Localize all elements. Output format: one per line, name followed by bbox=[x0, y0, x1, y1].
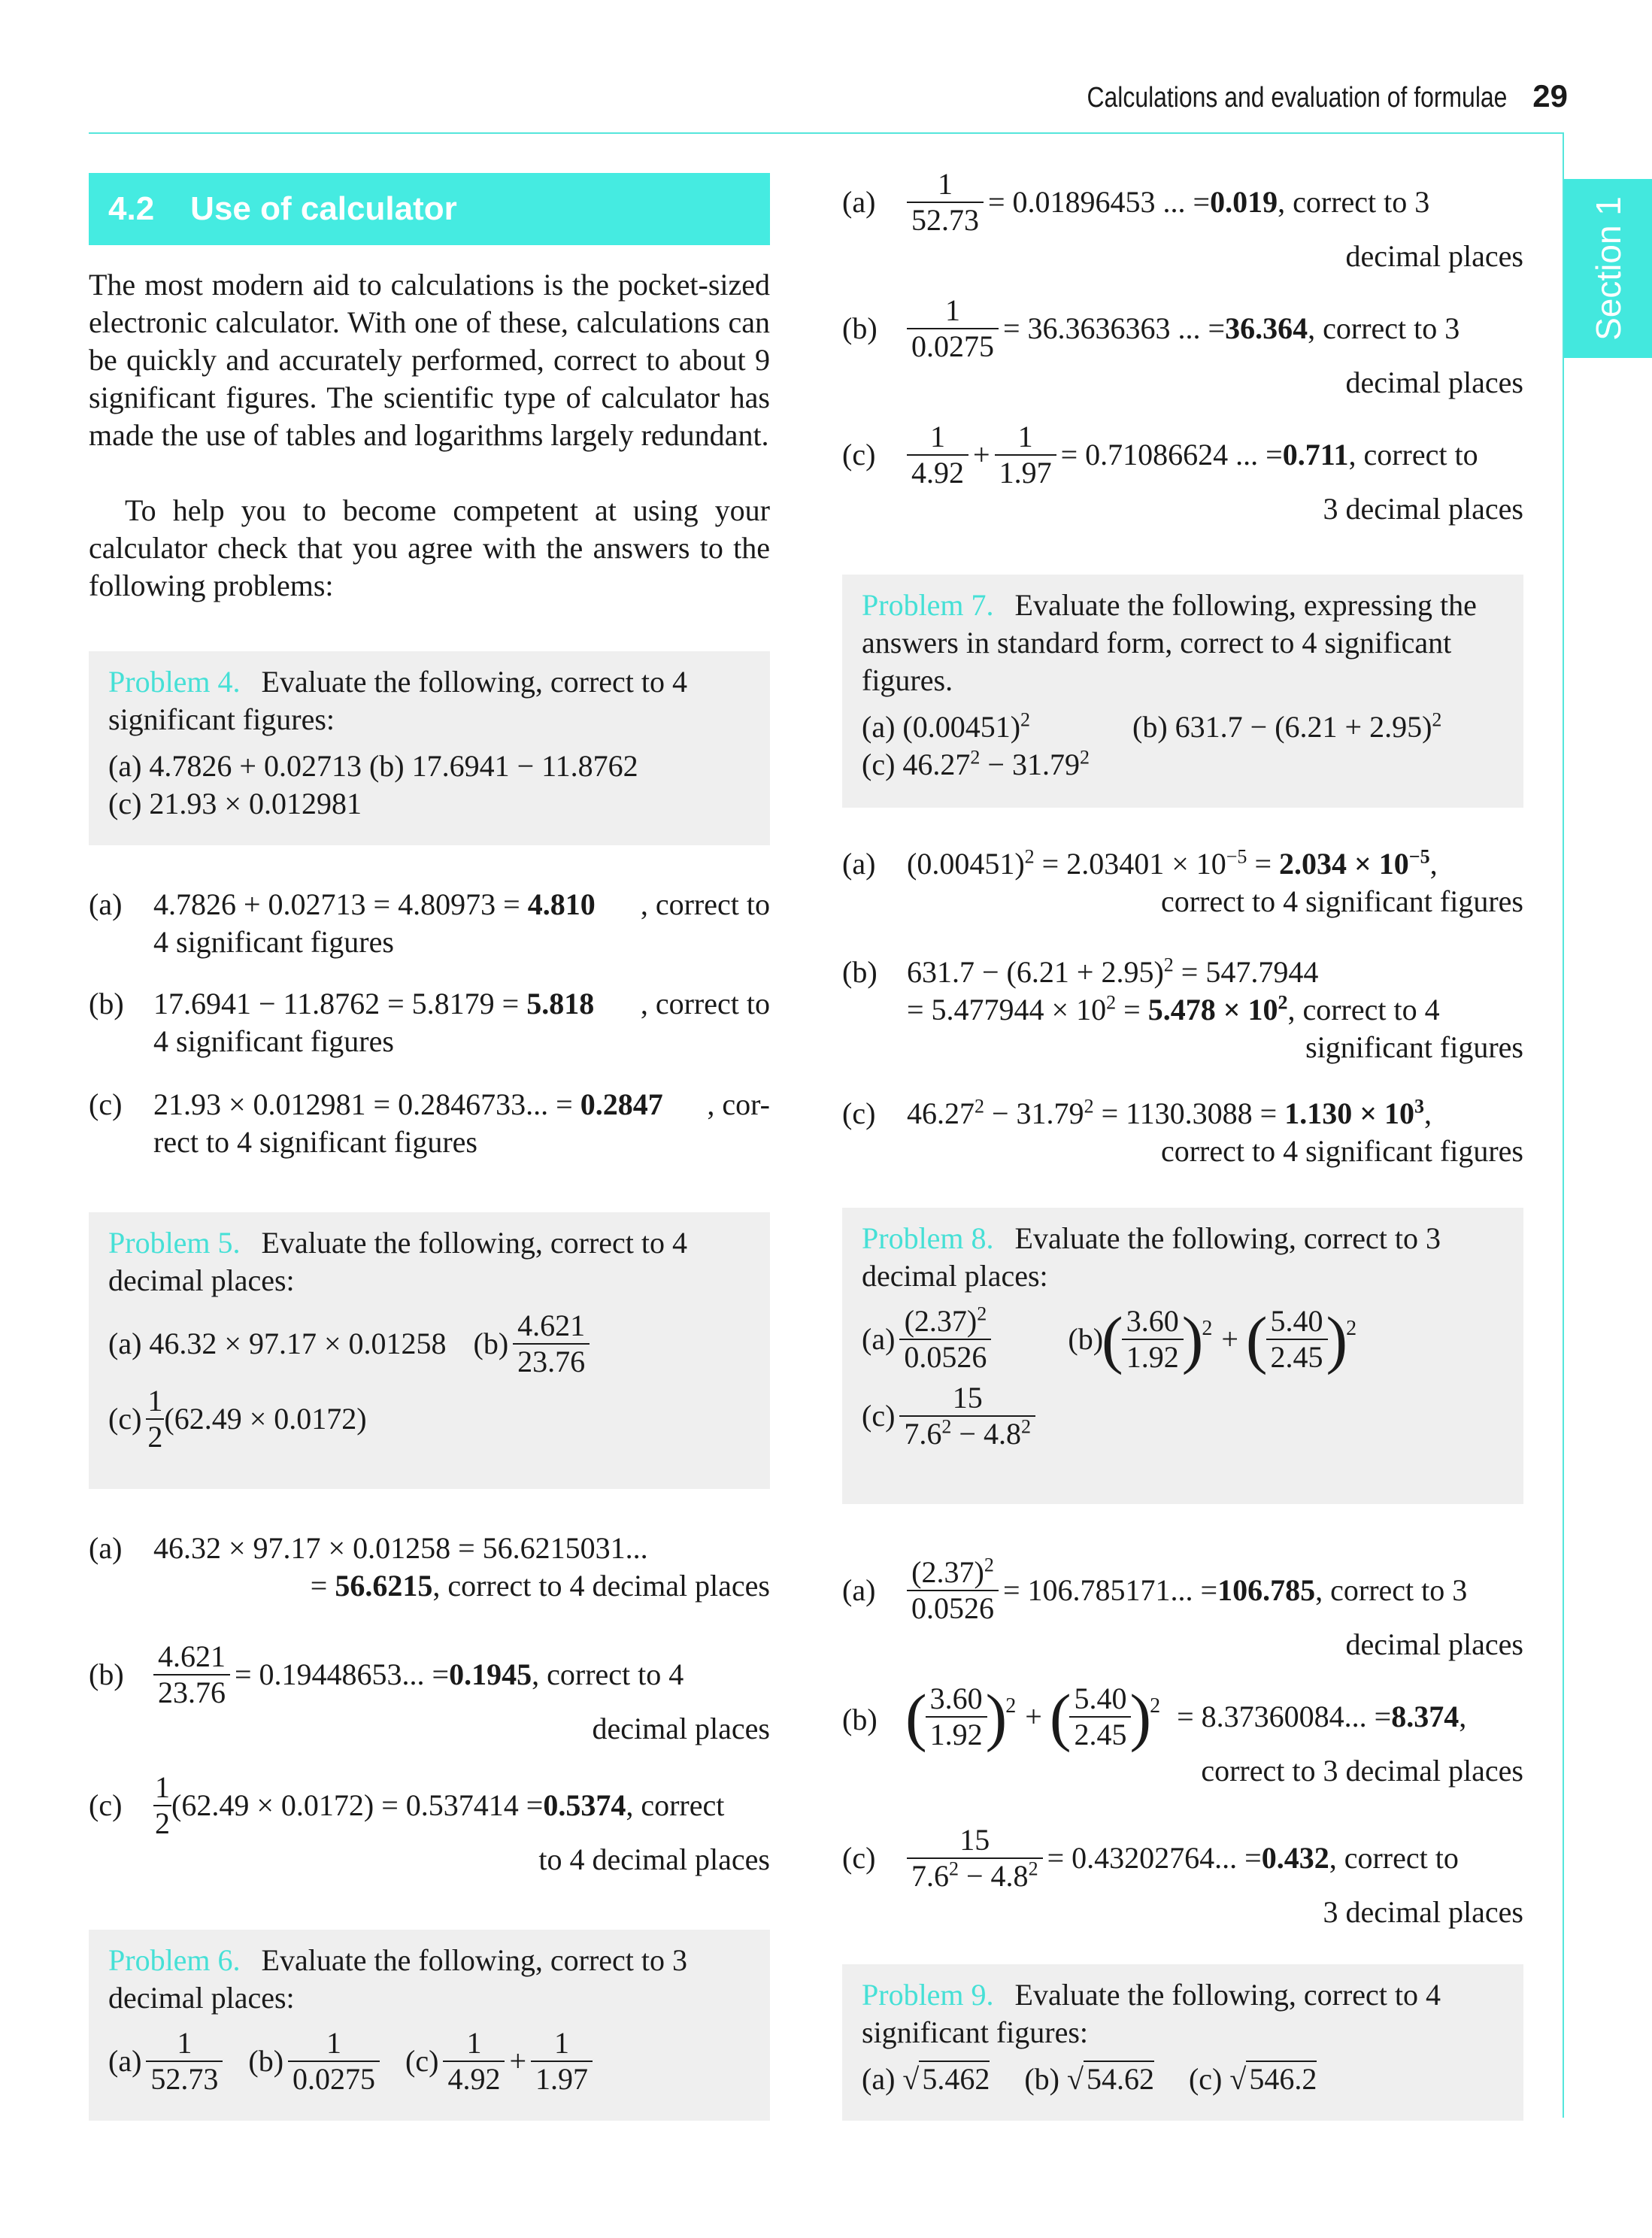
problem-4-label: Problem 4. bbox=[108, 665, 241, 699]
solution-text: , correct to 3 bbox=[1315, 1573, 1468, 1607]
problem-4-box bbox=[89, 651, 770, 845]
numerator: 15 bbox=[899, 1381, 1035, 1417]
exponent: 2 bbox=[941, 1415, 952, 1438]
solution-label: (a) bbox=[89, 1531, 123, 1565]
right-paren: ) bbox=[985, 1681, 1008, 1753]
problem-4-line-1: (a) 4.7826 + 0.02713 (b) 17.6941 − 11.8762 bbox=[108, 749, 638, 783]
numerator: 4.621 bbox=[153, 1639, 230, 1675]
problem-5-part-a: (a) 46.32 × 97.17 × 0.01258 bbox=[108, 1327, 447, 1360]
exponent: 2 bbox=[1024, 845, 1035, 868]
solution-text: to 4 decimal places bbox=[538, 1842, 770, 1876]
solution-text: decimal places bbox=[1345, 365, 1523, 399]
solution-text: , correct to bbox=[640, 887, 770, 921]
solution-6a bbox=[842, 167, 1523, 275]
problem-7-part-c bbox=[862, 746, 1504, 784]
fraction bbox=[146, 1384, 164, 1454]
solution-text: 21.93 × 0.012981 = 0.2846733... = bbox=[153, 1087, 580, 1121]
solution-text: = 5.477944 × 10 bbox=[907, 993, 1107, 1027]
exponent: −5 bbox=[1226, 845, 1247, 868]
solution-text: = bbox=[310, 1569, 335, 1603]
problem-9-part-c-label: (c) bbox=[1188, 2062, 1230, 2096]
numerator: 5.40 bbox=[1069, 1682, 1131, 1718]
solution-text: , correct to bbox=[1329, 1841, 1459, 1875]
problem-7-box bbox=[842, 575, 1523, 808]
right-paren: ) bbox=[1326, 1303, 1348, 1375]
expr: − 4.8 bbox=[959, 1859, 1029, 1893]
solution-label: (b) bbox=[89, 987, 124, 1020]
solution-answer: 5.818 bbox=[526, 987, 595, 1020]
problem-8-text: Evaluate the following, correct to 3 decimal places: bbox=[862, 1221, 1441, 1293]
solution-answer: 4.810 bbox=[527, 887, 596, 921]
denominator: 52.73 bbox=[911, 203, 979, 237]
solution-text: 4 significant figures bbox=[153, 925, 394, 959]
solution-text: decimal places bbox=[1345, 239, 1523, 273]
fraction bbox=[443, 2026, 505, 2097]
section-heading bbox=[89, 173, 770, 245]
solution-answer: 56.6215 bbox=[335, 1569, 433, 1603]
solution-text: = 36.3636363 ... = bbox=[1003, 311, 1226, 345]
problem-9-text: Evaluate the following, correct to 4 significant figures: bbox=[862, 1978, 1441, 2049]
numerator: 15 bbox=[907, 1823, 1043, 1859]
exponent: 2 bbox=[984, 1554, 994, 1576]
denominator: 0.0526 bbox=[904, 1340, 987, 1374]
problem-5-part-c-expr: (62.49 × 0.0172) bbox=[164, 1402, 367, 1436]
problem-5-part-c-label: (c) bbox=[108, 1402, 142, 1436]
solution-text: , correct to 4 bbox=[1287, 993, 1440, 1027]
solution-answer: 0.1945 bbox=[449, 1657, 532, 1691]
denominator: 2 bbox=[155, 1806, 170, 1840]
fraction bbox=[146, 2026, 223, 2097]
exponent: 2 bbox=[1084, 1095, 1094, 1117]
fraction bbox=[926, 1682, 987, 1752]
solution-text: 17.6941 − 11.8762 = 5.8179 = bbox=[153, 987, 527, 1020]
solution-text: = 0.19448653... = bbox=[235, 1657, 450, 1691]
solution-text: correct to 4 significant figures bbox=[1160, 1134, 1523, 1168]
expr: − 31.79 bbox=[980, 748, 1080, 781]
solution-text: , correct to 4 decimal places bbox=[432, 1569, 770, 1603]
problem-6-label: Problem 6. bbox=[108, 1943, 241, 1977]
plus-sign: + bbox=[1025, 1700, 1042, 1733]
solution-label: (a) bbox=[89, 887, 123, 921]
plus-sign: + bbox=[509, 2044, 527, 2078]
numerator: 1 bbox=[153, 1770, 171, 1806]
problem-7-text: Evaluate the following, expressing the answers in standard form, correct to 4 significant figures. bbox=[862, 588, 1477, 697]
numerator bbox=[899, 1304, 991, 1340]
denominator: 2.45 bbox=[1074, 1718, 1127, 1751]
solution-text: significant figures bbox=[1305, 1030, 1523, 1064]
denominator: 2 bbox=[147, 1420, 163, 1454]
solution-5c bbox=[89, 1770, 770, 1879]
problem-4-line-2: (c) 21.93 × 0.012981 bbox=[108, 787, 362, 820]
problem-7-part-a bbox=[862, 708, 1132, 746]
exponent: 2 bbox=[970, 746, 981, 769]
solution-text: = 106.785171... = bbox=[1003, 1573, 1218, 1607]
problem-8-label: Problem 8. bbox=[862, 1221, 994, 1255]
problem-5-text: Evaluate the following, correct to 4 decimal places: bbox=[108, 1226, 688, 1297]
solution-text: = 0.01896453 ... = bbox=[988, 185, 1211, 219]
denominator: 4.92 bbox=[447, 2062, 501, 2096]
solution-text: correct to 3 decimal places bbox=[1201, 1754, 1523, 1788]
sqrt-icon: √ bbox=[902, 2062, 920, 2096]
exponent: 2 bbox=[977, 1302, 987, 1325]
solution-5b bbox=[89, 1639, 770, 1748]
solution-text: , correct to 3 bbox=[1278, 185, 1430, 219]
solution-4c bbox=[89, 1086, 770, 1161]
sqrt-icon: √ bbox=[1067, 2062, 1084, 2096]
page-number: 29 bbox=[1532, 78, 1568, 114]
solution-label: (c) bbox=[89, 1788, 123, 1822]
fraction bbox=[1069, 1682, 1131, 1752]
fraction bbox=[907, 1555, 999, 1626]
problem-9-label: Problem 9. bbox=[862, 1978, 994, 2012]
numerator: 4.621 bbox=[513, 1309, 590, 1345]
fraction bbox=[288, 2026, 380, 2097]
expr: 7.6 bbox=[904, 1417, 942, 1451]
solution-text: (62.49 × 0.0172) = 0.537414 = bbox=[171, 1788, 544, 1822]
solution-answer: 0.432 bbox=[1261, 1841, 1329, 1875]
section-title: Use of calculator bbox=[190, 190, 457, 227]
plus-sign: + bbox=[973, 438, 990, 472]
solution-text: = 547.7944 bbox=[1173, 955, 1319, 989]
fraction bbox=[899, 1381, 1035, 1451]
fraction bbox=[907, 167, 984, 238]
solution-text: , bbox=[1424, 1096, 1432, 1130]
exponent: 2 bbox=[1346, 1317, 1357, 1340]
numerator: 1 bbox=[995, 420, 1056, 456]
expr: (c) 46.27 bbox=[862, 748, 971, 781]
exponent: 2 bbox=[1020, 1415, 1031, 1438]
problem-6-box bbox=[89, 1930, 770, 2121]
denominator: 1.97 bbox=[999, 456, 1052, 490]
solution-label: (b) bbox=[842, 955, 878, 989]
solution-label: (c) bbox=[842, 438, 876, 472]
solution-8c bbox=[842, 1823, 1523, 1931]
numerator: 1 bbox=[146, 2026, 223, 2062]
problem-5-box bbox=[89, 1212, 770, 1489]
numerator: 1 bbox=[146, 1384, 164, 1420]
denominator: 4.92 bbox=[911, 456, 964, 490]
left-paren: ( bbox=[905, 1681, 927, 1753]
denominator: 1.97 bbox=[535, 2062, 589, 2096]
exponent: 2 bbox=[1278, 991, 1288, 1014]
denominator: 1.92 bbox=[1126, 1340, 1179, 1374]
fraction bbox=[907, 420, 968, 490]
solution-text: = 1130.3088 = bbox=[1093, 1096, 1285, 1130]
problem-9-part-b-label: (b) bbox=[1024, 2062, 1067, 2096]
solution-text: , correct bbox=[626, 1788, 725, 1822]
solution-text: 46.32 × 97.17 × 0.01258 = 56.6215031... bbox=[153, 1531, 648, 1565]
solution-text: , bbox=[1459, 1700, 1467, 1733]
problem-8-part-b-label: (b) bbox=[1068, 1322, 1104, 1356]
denominator bbox=[907, 1859, 1043, 1894]
problem-8-part-a-label: (a) bbox=[862, 1322, 896, 1356]
sqrt-icon: √ bbox=[1229, 2062, 1247, 2096]
solution-label: (c) bbox=[89, 1087, 123, 1121]
left-paren: ( bbox=[1102, 1303, 1123, 1375]
denominator: 0.0275 bbox=[911, 329, 994, 363]
solution-label: (b) bbox=[842, 311, 878, 345]
solution-text: = 0.43202764... = bbox=[1047, 1841, 1262, 1875]
solution-answer: 0.5374 bbox=[543, 1788, 626, 1822]
exponent: 2 bbox=[1028, 1857, 1038, 1880]
solution-8a bbox=[842, 1555, 1523, 1663]
solution-answer: 0.2847 bbox=[580, 1087, 663, 1121]
numerator: 1 bbox=[907, 420, 968, 456]
section-number: 4.2 bbox=[108, 190, 155, 227]
numerator: 1 bbox=[443, 2026, 505, 2062]
solution-text: , bbox=[1429, 847, 1438, 881]
solution-text: decimal places bbox=[592, 1712, 770, 1745]
solution-text: , cor- bbox=[707, 1087, 770, 1121]
solution-label: (c) bbox=[842, 1841, 876, 1875]
solution-8b bbox=[842, 1682, 1523, 1790]
fraction bbox=[1122, 1304, 1184, 1375]
numerator: 1 bbox=[531, 2026, 593, 2062]
numerator: 1 bbox=[907, 293, 999, 329]
solution-text: = 0.71086624 ... = bbox=[1060, 438, 1283, 472]
right-paren: ) bbox=[1181, 1303, 1204, 1375]
solution-label: (b) bbox=[89, 1657, 124, 1691]
denominator: 1.92 bbox=[929, 1718, 983, 1751]
solution-text: = bbox=[1116, 993, 1148, 1027]
problem-7-part-b bbox=[1132, 708, 1441, 746]
denominator bbox=[899, 1417, 1035, 1451]
problem-6-part-c-label: (c) bbox=[405, 2044, 439, 2078]
solution-text: = bbox=[1247, 847, 1279, 881]
numerator: 1 bbox=[907, 167, 984, 203]
denominator: 0.0526 bbox=[911, 1591, 994, 1625]
problem-6-text: Evaluate the following, correct to 3 decimal places: bbox=[108, 1943, 688, 2015]
header-rule bbox=[89, 132, 1564, 134]
running-title: Calculations and evaluation of formulae bbox=[1087, 82, 1508, 114]
solution-text: , correct to bbox=[1348, 438, 1478, 472]
solution-text: (0.00451) bbox=[907, 847, 1025, 881]
radicand: 546.2 bbox=[1246, 2061, 1317, 2096]
solution-text: , correct to bbox=[640, 987, 770, 1020]
intro-paragraph-2: To help you to become competent at using your calculator check that you agree with the answers to the following problems: bbox=[89, 493, 770, 602]
radicand: 54.62 bbox=[1084, 2061, 1154, 2096]
solution-text: , correct to 4 bbox=[532, 1657, 684, 1691]
denominator: 0.0275 bbox=[293, 2062, 376, 2096]
numerator bbox=[907, 1555, 999, 1591]
left-paren: ( bbox=[1245, 1303, 1268, 1375]
denominator: 2.45 bbox=[1270, 1340, 1323, 1374]
numerator: 3.60 bbox=[926, 1682, 987, 1718]
solution-4a bbox=[89, 886, 770, 961]
exponent: −5 bbox=[1408, 845, 1430, 868]
problem-7-label: Problem 7. bbox=[862, 588, 994, 622]
exponent: 2 bbox=[975, 1095, 984, 1117]
denominator: 52.73 bbox=[150, 2062, 219, 2096]
expr: − 4.8 bbox=[951, 1417, 1021, 1451]
solution-answer: 0.019 bbox=[1210, 185, 1278, 219]
solution-label: (a) bbox=[842, 1573, 876, 1607]
running-header bbox=[1007, 78, 1568, 114]
solution-label: (b) bbox=[842, 1703, 878, 1736]
solution-7c bbox=[842, 1095, 1523, 1170]
solution-6b bbox=[842, 293, 1523, 402]
solution-text: − 31.79 bbox=[984, 1096, 1084, 1130]
fraction bbox=[907, 293, 999, 364]
exponent: 2 bbox=[1432, 708, 1442, 731]
solution-text: , correct to 3 bbox=[1308, 311, 1460, 345]
problem-9-part-a-label: (a) bbox=[862, 2062, 903, 2096]
solution-text: 631.7 − (6.21 + 2.95) bbox=[907, 955, 1164, 989]
plus-sign: + bbox=[1221, 1322, 1238, 1356]
solution-text: 4.7826 + 0.02713 = 4.80973 = bbox=[153, 887, 528, 921]
numerator: 3.60 bbox=[1122, 1304, 1184, 1340]
fraction bbox=[531, 2026, 593, 2097]
expr: (2.37) bbox=[911, 1555, 984, 1589]
expr: (b) 631.7 − (6.21 + 2.95) bbox=[1132, 710, 1432, 744]
exponent: 3 bbox=[1414, 1095, 1424, 1117]
exponent: 2 bbox=[1005, 1694, 1017, 1718]
exponent: 2 bbox=[1079, 746, 1090, 769]
denominator: 23.76 bbox=[517, 1345, 586, 1378]
solution-text: = 2.03401 × 10 bbox=[1034, 847, 1226, 881]
exponent: 2 bbox=[1106, 991, 1117, 1014]
right-paren: ) bbox=[1129, 1681, 1152, 1753]
solution-text: 46.27 bbox=[907, 1096, 975, 1130]
numerator: 5.40 bbox=[1266, 1304, 1328, 1340]
radicand: 5.462 bbox=[919, 2061, 990, 2096]
exponent: 2 bbox=[1163, 954, 1174, 976]
exponent: 2 bbox=[1150, 1694, 1161, 1718]
solution-answer: 36.364 bbox=[1225, 311, 1308, 345]
problem-5-part-b-label: (b) bbox=[473, 1327, 509, 1360]
solution-label: (a) bbox=[842, 847, 876, 881]
expr: (2.37) bbox=[904, 1304, 978, 1338]
solution-answer: 2.034 × 10 bbox=[1279, 847, 1409, 881]
solution-text: decimal places bbox=[1345, 1627, 1523, 1661]
problem-9-box bbox=[842, 1964, 1523, 2121]
problem-5-label: Problem 5. bbox=[108, 1226, 241, 1260]
solution-text: correct to 4 significant figures bbox=[1160, 884, 1523, 918]
fraction bbox=[995, 420, 1056, 490]
exponent: 2 bbox=[1202, 1317, 1213, 1340]
solution-text: = 8.37360084... = bbox=[1177, 1700, 1392, 1733]
fraction bbox=[1266, 1304, 1328, 1375]
expr: 7.6 bbox=[911, 1859, 949, 1893]
margin-rule bbox=[1563, 132, 1564, 2118]
expr: (a) (0.00451) bbox=[862, 710, 1021, 744]
solution-answer: 106.785 bbox=[1217, 1573, 1316, 1607]
numerator: 1 bbox=[288, 2026, 380, 2062]
problem-8-box bbox=[842, 1208, 1523, 1504]
solution-6c bbox=[842, 420, 1523, 528]
fraction bbox=[513, 1309, 590, 1379]
solution-text: 3 decimal places bbox=[1323, 1895, 1523, 1929]
solution-7b bbox=[842, 954, 1523, 1066]
solution-label: (a) bbox=[842, 185, 876, 219]
problem-6-part-b-label: (b) bbox=[248, 2044, 284, 2078]
solution-text: rect to 4 significant figures bbox=[153, 1125, 477, 1159]
section-tab bbox=[1564, 179, 1652, 358]
solution-text: 4 significant figures bbox=[153, 1024, 394, 1058]
problem-4-text: Evaluate the following, correct to 4 significant figures: bbox=[108, 665, 688, 736]
solution-label: (c) bbox=[842, 1096, 876, 1130]
fraction bbox=[153, 1770, 171, 1841]
problem-6-part-a-label: (a) bbox=[108, 2044, 142, 2078]
fraction bbox=[153, 1639, 230, 1710]
problem-8-part-c-label: (c) bbox=[862, 1399, 896, 1433]
solution-answer: 8.374 bbox=[1391, 1700, 1460, 1733]
solution-answer: 0.711 bbox=[1282, 438, 1349, 472]
solution-answer: 1.130 × 10 bbox=[1284, 1096, 1414, 1130]
section-tab-label: Section 1 bbox=[1588, 196, 1628, 341]
left-paren: ( bbox=[1049, 1681, 1072, 1753]
solution-answer: 5.478 × 10 bbox=[1147, 993, 1278, 1027]
solution-7a bbox=[842, 845, 1523, 920]
fraction bbox=[907, 1823, 1043, 1894]
exponent: 2 bbox=[949, 1857, 959, 1880]
intro-paragraph-1: The most modern aid to calculations is the pocket-sized electronic calculator. With one of these, calculations can be quickly and accurately performed, correct to about 9 significant figures. The scientific type of calculator has made the use of tables and logarithms largely redundant. bbox=[89, 268, 770, 452]
exponent: 2 bbox=[1020, 708, 1031, 731]
denominator: 23.76 bbox=[158, 1675, 226, 1709]
fraction bbox=[899, 1304, 991, 1375]
solution-5a bbox=[89, 1530, 770, 1605]
solution-4b bbox=[89, 985, 770, 1060]
solution-text: 3 decimal places bbox=[1323, 492, 1523, 526]
